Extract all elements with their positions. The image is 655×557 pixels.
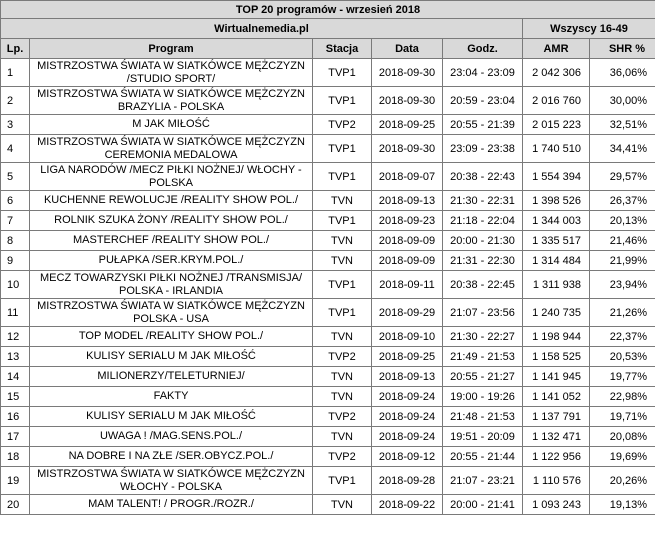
row-godz: 20:55 - 21:27 <box>443 367 523 387</box>
row-stacja: TVN <box>313 495 372 515</box>
row-program: TOP MODEL /REALITY SHOW POL./ <box>30 327 313 347</box>
row-shr: 20,13% <box>590 211 655 231</box>
row-data: 2018-09-09 <box>372 231 443 251</box>
table-row <box>1 87 655 115</box>
row-program: ROLNIK SZUKA ŻONY /REALITY SHOW POL./ <box>30 211 313 231</box>
row-stacja: TVN <box>313 231 372 251</box>
row-amr: 1 137 791 <box>523 407 590 427</box>
row-stacja: TVN <box>313 367 372 387</box>
row-amr: 2 016 760 <box>523 87 590 115</box>
col-header-program: Program <box>30 39 313 59</box>
table-row <box>1 59 655 87</box>
row-program: KUCHENNE REWOLUCJE /REALITY SHOW POL./ <box>30 191 313 211</box>
row-lp: 8 <box>1 231 30 251</box>
table-row <box>1 467 655 495</box>
source-row <box>1 19 655 39</box>
row-godz: 21:49 - 21:53 <box>443 347 523 367</box>
row-shr: 21,26% <box>590 299 655 327</box>
row-stacja: TVN <box>313 427 372 447</box>
row-stacja: TVP1 <box>313 211 372 231</box>
row-data: 2018-09-24 <box>372 407 443 427</box>
table-row <box>1 367 655 387</box>
table-title: TOP 20 programów - wrzesień 2018 <box>1 1 655 19</box>
row-shr: 20,53% <box>590 347 655 367</box>
row-shr: 19,77% <box>590 367 655 387</box>
row-godz: 21:07 - 23:21 <box>443 467 523 495</box>
row-stacja: TVP1 <box>313 467 372 495</box>
row-shr: 19,71% <box>590 407 655 427</box>
table-body <box>1 59 655 515</box>
row-amr: 1 093 243 <box>523 495 590 515</box>
table-row <box>1 231 655 251</box>
row-program: MASTERCHEF /REALITY SHOW POL./ <box>30 231 313 251</box>
row-stacja: TVP1 <box>313 59 372 87</box>
table-row <box>1 407 655 427</box>
row-godz: 21:31 - 22:30 <box>443 251 523 271</box>
row-program: MAM TALENT! / PROGR./ROZR./ <box>30 495 313 515</box>
row-godz: 23:09 - 23:38 <box>443 135 523 163</box>
row-godz: 19:51 - 20:09 <box>443 427 523 447</box>
row-amr: 1 314 484 <box>523 251 590 271</box>
row-data: 2018-09-10 <box>372 327 443 347</box>
column-header-row <box>1 39 655 59</box>
row-program: MISTRZOSTWA ŚWIATA W SIATKÓWCE MĘŻCZYZN CEREMONIA MEDALOWA <box>30 135 313 163</box>
row-data: 2018-09-25 <box>372 347 443 367</box>
table-row <box>1 495 655 515</box>
row-lp: 14 <box>1 367 30 387</box>
row-lp: 10 <box>1 271 30 299</box>
row-lp: 15 <box>1 387 30 407</box>
row-program: UWAGA ! /MAG.SENS.POL./ <box>30 427 313 447</box>
table-row <box>1 115 655 135</box>
row-godz: 20:38 - 22:45 <box>443 271 523 299</box>
row-data: 2018-09-23 <box>372 211 443 231</box>
row-stacja: TVP2 <box>313 447 372 467</box>
row-shr: 36,06% <box>590 59 655 87</box>
table-row <box>1 135 655 163</box>
row-stacja: TVP2 <box>313 115 372 135</box>
row-data: 2018-09-07 <box>372 163 443 191</box>
table-row <box>1 387 655 407</box>
row-godz: 21:30 - 22:27 <box>443 327 523 347</box>
row-program: MISTRZOSTWA ŚWIATA W SIATKÓWCE MĘŻCZYZN /STUDIO SPORT/ <box>30 59 313 87</box>
col-header-data: Data <box>372 39 443 59</box>
row-amr: 1 158 525 <box>523 347 590 367</box>
row-amr: 1 240 735 <box>523 299 590 327</box>
row-godz: 21:30 - 22:31 <box>443 191 523 211</box>
row-data: 2018-09-09 <box>372 251 443 271</box>
row-shr: 20,08% <box>590 427 655 447</box>
row-shr: 21,46% <box>590 231 655 251</box>
row-shr: 34,41% <box>590 135 655 163</box>
row-data: 2018-09-12 <box>372 447 443 467</box>
row-lp: 5 <box>1 163 30 191</box>
row-shr: 19,13% <box>590 495 655 515</box>
row-lp: 17 <box>1 427 30 447</box>
row-lp: 9 <box>1 251 30 271</box>
row-amr: 2 042 306 <box>523 59 590 87</box>
row-godz: 23:04 - 23:09 <box>443 59 523 87</box>
audience-group-label: Wszyscy 16-49 <box>523 19 655 39</box>
row-program: NA DOBRE I NA ZŁE /SER.OBYCZ.POL./ <box>30 447 313 467</box>
table-row <box>1 251 655 271</box>
row-amr: 1 344 003 <box>523 211 590 231</box>
row-stacja: TVP1 <box>313 135 372 163</box>
row-data: 2018-09-29 <box>372 299 443 327</box>
row-stacja: TVP1 <box>313 87 372 115</box>
row-lp: 6 <box>1 191 30 211</box>
row-shr: 23,94% <box>590 271 655 299</box>
table-row <box>1 163 655 191</box>
row-data: 2018-09-30 <box>372 59 443 87</box>
row-shr: 22,37% <box>590 327 655 347</box>
row-stacja: TVP1 <box>313 299 372 327</box>
row-shr: 32,51% <box>590 115 655 135</box>
row-godz: 20:38 - 22:43 <box>443 163 523 191</box>
col-header-stacja: Stacja <box>313 39 372 59</box>
row-shr: 29,57% <box>590 163 655 191</box>
row-godz: 21:18 - 22:04 <box>443 211 523 231</box>
row-stacja: TVP1 <box>313 271 372 299</box>
row-lp: 16 <box>1 407 30 427</box>
row-shr: 22,98% <box>590 387 655 407</box>
row-program: MISTRZOSTWA ŚWIATA W SIATKÓWCE MĘŻCZYZN BRAZYLIA - POLSKA <box>30 87 313 115</box>
table-row <box>1 327 655 347</box>
row-stacja: TVN <box>313 191 372 211</box>
row-data: 2018-09-30 <box>372 135 443 163</box>
table-row <box>1 271 655 299</box>
title-row <box>1 1 655 19</box>
row-data: 2018-09-13 <box>372 191 443 211</box>
row-godz: 21:48 - 21:53 <box>443 407 523 427</box>
row-amr: 1 335 517 <box>523 231 590 251</box>
row-lp: 12 <box>1 327 30 347</box>
table-row <box>1 211 655 231</box>
row-shr: 19,69% <box>590 447 655 467</box>
row-amr: 1 311 938 <box>523 271 590 299</box>
row-program: MECZ TOWARZYSKI PIŁKI NOŻNEJ /TRANSMISJA/ POLSKA - IRLANDIA <box>30 271 313 299</box>
table-row <box>1 347 655 367</box>
row-program: MISTRZOSTWA ŚWIATA W SIATKÓWCE MĘŻCZYZN WŁOCHY - POLSKA <box>30 467 313 495</box>
row-program: MILIONERZY/TELETURNIEJ/ <box>30 367 313 387</box>
row-data: 2018-09-22 <box>372 495 443 515</box>
row-stacja: TVP2 <box>313 347 372 367</box>
table-row <box>1 447 655 467</box>
row-amr: 1 198 944 <box>523 327 590 347</box>
row-data: 2018-09-13 <box>372 367 443 387</box>
row-lp: 20 <box>1 495 30 515</box>
row-data: 2018-09-11 <box>372 271 443 299</box>
col-header-lp: Lp. <box>1 39 30 59</box>
row-program: PUŁAPKA /SER.KRYM.POL./ <box>30 251 313 271</box>
row-stacja: TVP2 <box>313 407 372 427</box>
row-stacja: TVN <box>313 251 372 271</box>
row-amr: 1 132 471 <box>523 427 590 447</box>
row-lp: 4 <box>1 135 30 163</box>
table-row <box>1 191 655 211</box>
row-amr: 1 141 945 <box>523 367 590 387</box>
col-header-godz: Godz. <box>443 39 523 59</box>
row-shr: 21,99% <box>590 251 655 271</box>
row-amr: 2 015 223 <box>523 115 590 135</box>
row-program: LIGA NARODÓW /MECZ PIŁKI NOŻNEJ/ WŁOCHY - POLSKA <box>30 163 313 191</box>
row-lp: 3 <box>1 115 30 135</box>
row-amr: 1 122 956 <box>523 447 590 467</box>
row-program: MISTRZOSTWA ŚWIATA W SIATKÓWCE MĘŻCZYZN POLSKA - USA <box>30 299 313 327</box>
row-shr: 20,26% <box>590 467 655 495</box>
row-godz: 20:55 - 21:39 <box>443 115 523 135</box>
row-data: 2018-09-28 <box>372 467 443 495</box>
row-lp: 13 <box>1 347 30 367</box>
row-godz: 19:00 - 19:26 <box>443 387 523 407</box>
row-shr: 26,37% <box>590 191 655 211</box>
row-godz: 20:00 - 21:41 <box>443 495 523 515</box>
row-lp: 1 <box>1 59 30 87</box>
row-lp: 19 <box>1 467 30 495</box>
row-data: 2018-09-24 <box>372 427 443 447</box>
row-lp: 18 <box>1 447 30 467</box>
row-godz: 20:55 - 21:44 <box>443 447 523 467</box>
row-program: FAKTY <box>30 387 313 407</box>
row-godz: 20:59 - 23:04 <box>443 87 523 115</box>
row-amr: 1 554 394 <box>523 163 590 191</box>
row-amr: 1 141 052 <box>523 387 590 407</box>
row-program: KULISY SERIALU M JAK MIŁOŚĆ <box>30 347 313 367</box>
row-shr: 30,00% <box>590 87 655 115</box>
row-stacja: TVN <box>313 327 372 347</box>
row-data: 2018-09-25 <box>372 115 443 135</box>
row-stacja: TVP1 <box>313 163 372 191</box>
row-data: 2018-09-30 <box>372 87 443 115</box>
col-header-shr: SHR % <box>590 39 655 59</box>
col-header-amr: AMR <box>523 39 590 59</box>
row-stacja: TVN <box>313 387 372 407</box>
row-godz: 20:00 - 21:30 <box>443 231 523 251</box>
row-amr: 1 398 526 <box>523 191 590 211</box>
table-row <box>1 299 655 327</box>
row-amr: 1 110 576 <box>523 467 590 495</box>
source-label: Wirtualnemedia.pl <box>1 19 523 39</box>
row-lp: 11 <box>1 299 30 327</box>
row-data: 2018-09-24 <box>372 387 443 407</box>
row-program: M JAK MIŁOŚĆ <box>30 115 313 135</box>
table-row <box>1 427 655 447</box>
row-lp: 7 <box>1 211 30 231</box>
row-program: KULISY SERIALU M JAK MIŁOŚĆ <box>30 407 313 427</box>
row-lp: 2 <box>1 87 30 115</box>
row-godz: 21:07 - 23:56 <box>443 299 523 327</box>
row-amr: 1 740 510 <box>523 135 590 163</box>
